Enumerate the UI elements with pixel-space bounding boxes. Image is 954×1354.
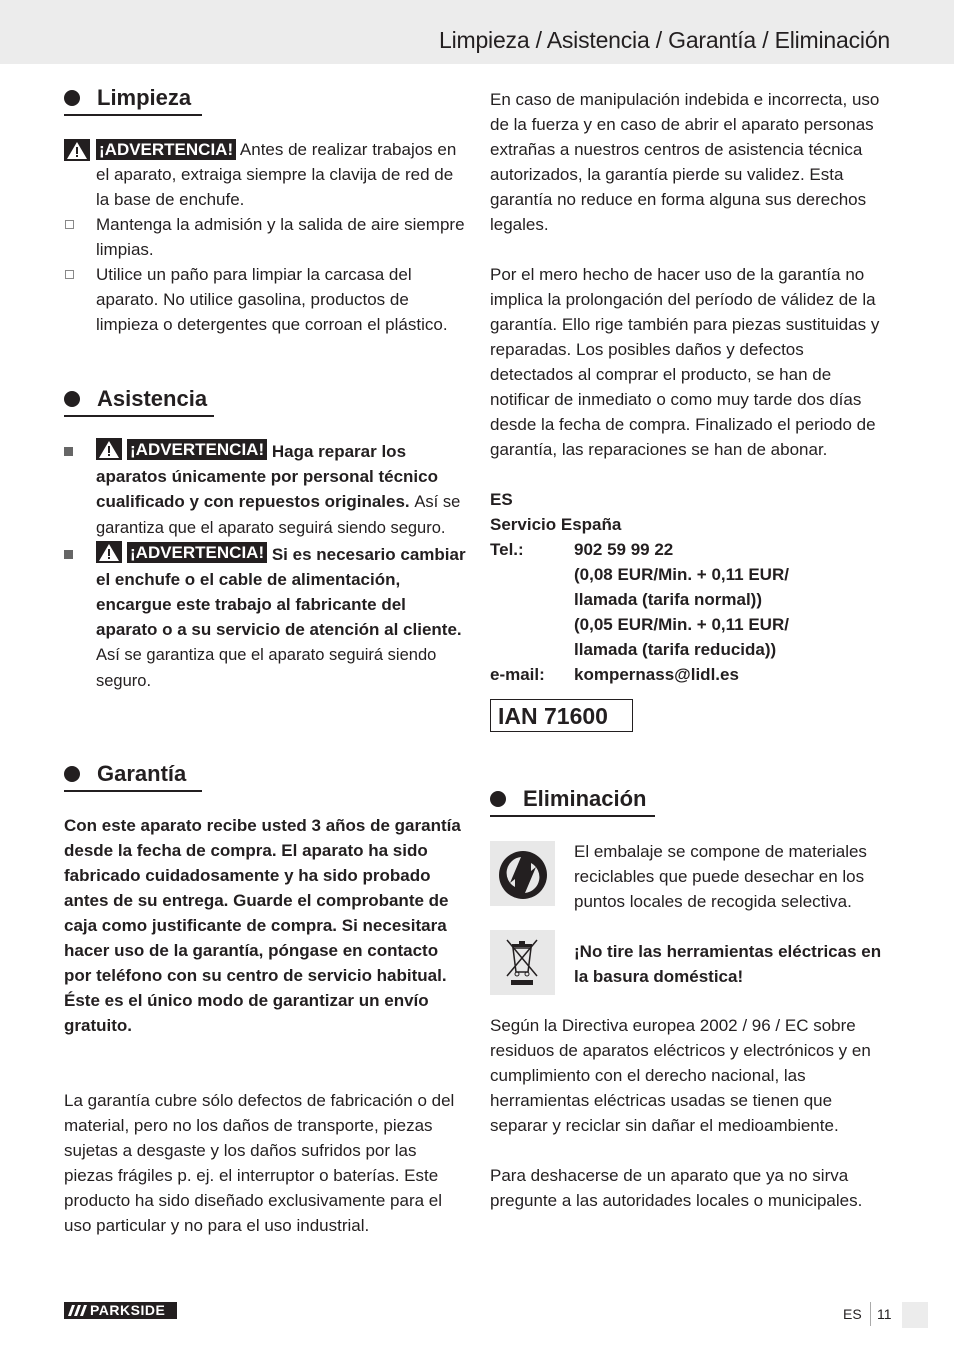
contact-service: Servicio España bbox=[490, 515, 622, 534]
list-item: Mantenga la admisión y la salida de aire siempre limpias. bbox=[64, 212, 466, 262]
garantia-bold-paragraph: Con este aparato recibe usted 3 años de garantía desde la fecha de compra. El aparato ha sido fabricado cuidadosamente y ha sido probado antes de su entrega. Guarde el comprobante de caja como justificante de compra. Si necesitara hacer uso de la garantía, póngase en contacto por teléfono con su centro de servicio habitual. Éste es el único modo de garantizar un envío gratuito. bbox=[64, 816, 461, 1035]
bullet-dot-icon bbox=[64, 90, 80, 106]
asistencia-content bbox=[64, 438, 466, 694]
bullet-dot-icon bbox=[64, 391, 80, 407]
warning-triangle-icon bbox=[96, 438, 122, 460]
ian-number: IAN 71600 bbox=[498, 703, 608, 729]
list-item: ¡ADVERTENCIA! Haga reparar los aparatos únicamente por personal técnico cualificado y con repuestos originales. Así se garantiza que el aparato seguirá siendo seguro. bbox=[64, 438, 466, 541]
warning-item bbox=[64, 137, 466, 212]
limpieza-content bbox=[64, 137, 466, 337]
bullet-box-icon bbox=[65, 220, 74, 229]
section-heading-limpieza: Limpieza bbox=[64, 83, 191, 113]
warning-badge: ¡ADVERTENCIA! bbox=[96, 541, 267, 563]
contact-email: e-mail: kompernass@lidl.es bbox=[490, 665, 739, 684]
warning-triangle-icon bbox=[64, 139, 90, 161]
footer-tab bbox=[902, 1302, 928, 1328]
page-title: Limpieza / Asistencia / Garantía / Eliminación bbox=[438, 27, 890, 53]
bullet-dot-icon bbox=[490, 791, 506, 807]
footer-divider bbox=[870, 1302, 871, 1326]
garantia-paragraph: Por el mero hecho de hacer uso de la garantía no implica la prolongación del período de válidez de la garantía. Ello rige también para piezas sustituidas y reparadas. Los posibles daños y defectos detectados al comprar el producto, se han de notificar de inmediato o como muy tarde dos días desde la fecha de compra. Finalizado el periodo de garantía, las reparaciones se han de abonar. bbox=[490, 265, 880, 459]
warning-label: ¡ADVERTENCIA! bbox=[96, 139, 236, 160]
heading-underline bbox=[64, 114, 202, 116]
contact-tel: Tel.: 902 59 99 22 (0,08 EUR/Min. + 0,11 EUR/ llamada (tarifa normal)) (0,05 EUR/Min. + 0,11 EUR/ llamada (tarifa reducida)) bbox=[490, 540, 789, 659]
parkside-logo: PARKSIDE bbox=[64, 1302, 177, 1319]
section-heading-asistencia: Asistencia bbox=[64, 384, 207, 414]
list-item: ¡ADVERTENCIA! Si es necesario cambiar el enchufe o el cable de alimentación, encargue este trabajo al fabricante del aparato o a su servicio de atención al cliente. Así se garantiza que el aparato seguirá siendo seguro. bbox=[64, 541, 466, 694]
bullet-square-icon bbox=[64, 550, 73, 559]
section-heading-garantia: Garantía bbox=[64, 759, 186, 789]
bullet-dot-icon bbox=[64, 766, 80, 782]
ian-box bbox=[490, 699, 633, 732]
warning-text: Antes de realizar trabajos en el aparato, extraiga siempre la clavija de red de la base de enchufe. bbox=[96, 140, 457, 209]
section-heading-eliminacion: Eliminación bbox=[490, 784, 646, 814]
bullet-square-icon bbox=[64, 447, 73, 456]
garantia-paragraph: En caso de manipulación indebida e incorrecta, uso de la fuerza y en caso de abrir el aparato personas extrañas a nuestros centros de asistencia técnica autorizados, la garantía pierde su validez. Esta garantía no reduce en forma alguna sus derechos legales. bbox=[490, 90, 880, 234]
green-dot-recycle-icon bbox=[490, 841, 555, 906]
page-number: 11 bbox=[877, 1306, 892, 1322]
eliminacion-paragraph: Para deshacerse de un aparato que ya no sirva pregunte a las autoridades locales o municipales. bbox=[490, 1166, 863, 1210]
contact-country: ES bbox=[490, 490, 513, 509]
heading-underline bbox=[490, 815, 655, 817]
footer-language: ES bbox=[843, 1306, 862, 1322]
list-item: Utilice un paño para limpiar la carcasa del aparato. No utilice gasolina, productos de limpieza o detergentes que corroan el plástico. bbox=[64, 262, 466, 337]
eliminacion-paragraph: Según la Directiva europea 2002 / 96 / EC sobre residuos de aparatos eléctricos y electrónicos y en cumplimiento con el derecho nacional, las herramientas eléctricas usadas se tienen que separar y reciclar sin dañar el medioambiente. bbox=[490, 1016, 871, 1135]
bullet-box-icon bbox=[65, 270, 74, 279]
warning-triangle-icon bbox=[96, 541, 122, 563]
heading-underline bbox=[64, 415, 214, 417]
garantia-paragraph: La garantía cubre sólo defectos de fabricación o del material, pero no los daños de transporte, piezas sujetas a desgaste y los daños sufridos por las piezas frágiles p. ej. el interruptor o baterías. Este producto ha sido diseñado exclusivamente para el uso particular y no para el uso industrial. bbox=[64, 1091, 455, 1235]
contact-block bbox=[490, 487, 890, 687]
heading-underline bbox=[64, 790, 202, 792]
recycle-text: El embalaje se compone de materiales reciclables que puede desechar en los puntos locales de recogida selectiva. bbox=[574, 842, 867, 911]
warning-badge: ¡ADVERTENCIA! bbox=[96, 438, 267, 460]
weee-text: ¡No tire las herramientas eléctricas en la basura doméstica! bbox=[574, 942, 882, 986]
crossed-bin-icon bbox=[490, 930, 555, 995]
